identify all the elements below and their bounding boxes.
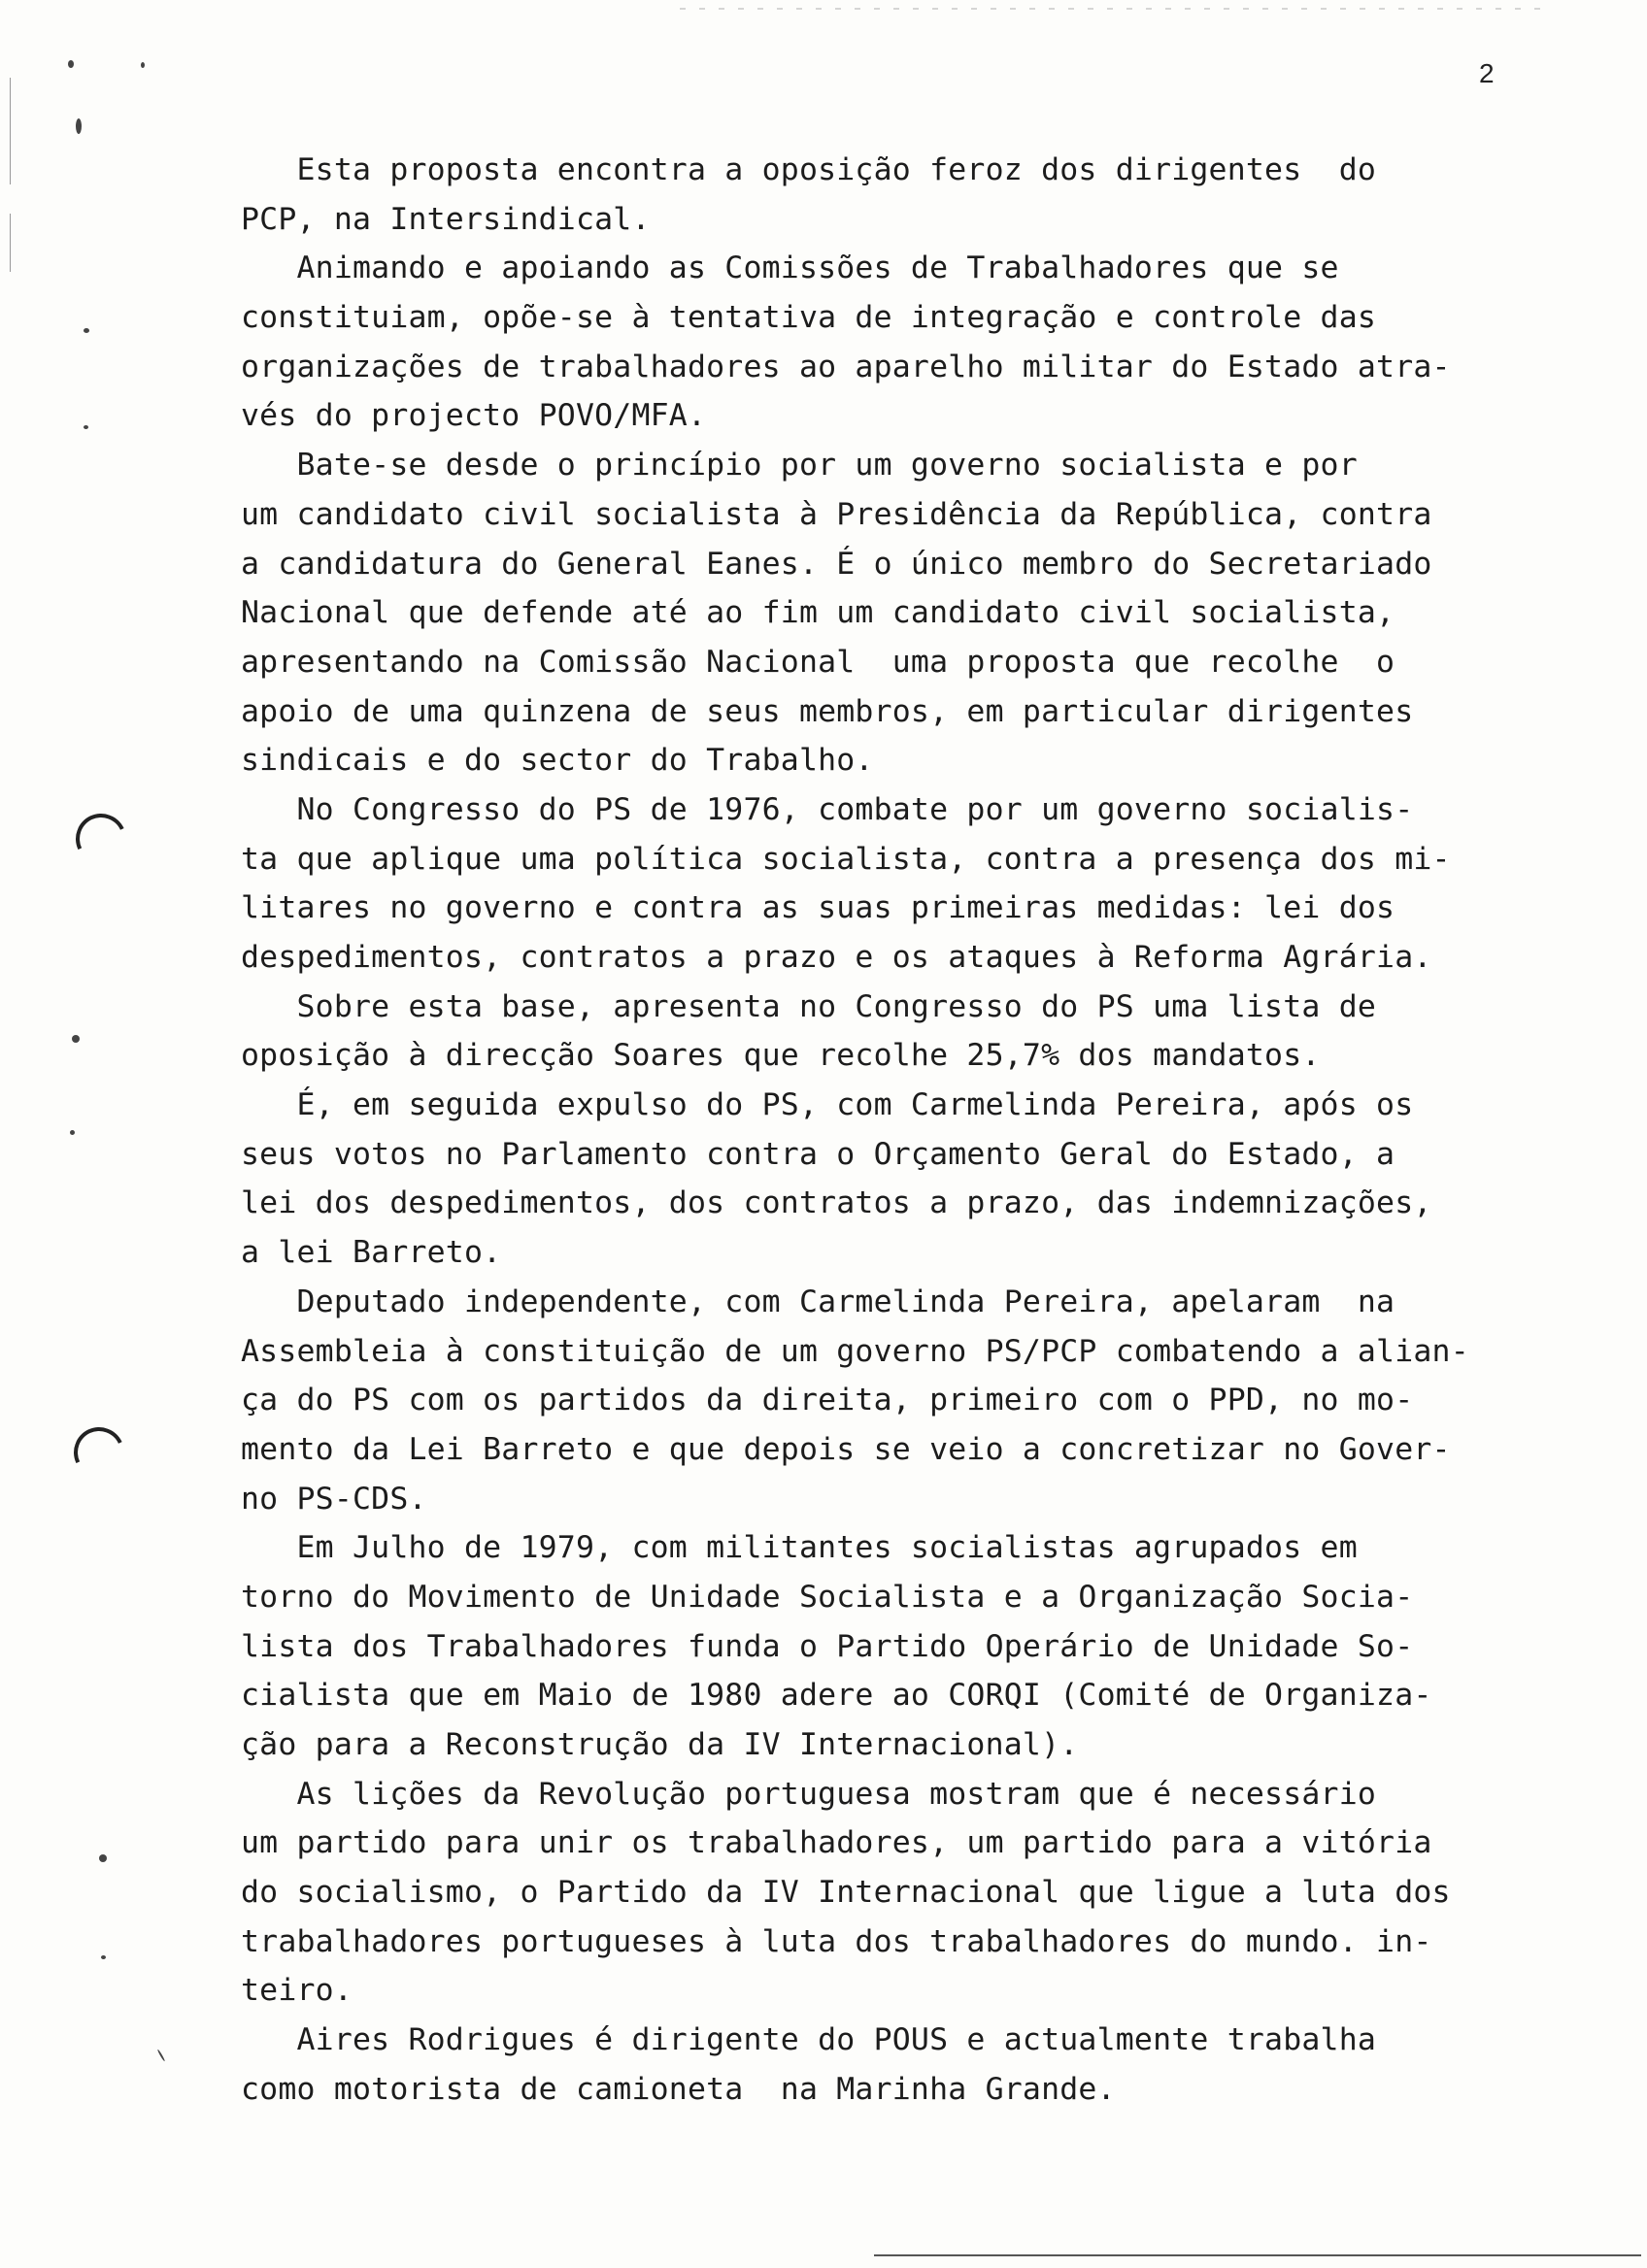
text-line: As lições da Revolução portuguesa mostram que é necessário [241, 1776, 1377, 1812]
text-line: apoio de uma quinzena de seus membros, em particular dirigentes [241, 693, 1414, 729]
text-line: um partido para unir os trabalhadores, um partido para a vitória [241, 1825, 1432, 1861]
scan-speck [157, 2049, 166, 2061]
text-line: lista dos Trabalhadores funda o Partido Operário de Unidade So- [241, 1628, 1414, 1664]
text-line: Nacional que defende até ao fim um candidato civil socialista, [241, 595, 1395, 631]
text-line: no PS-CDS. [241, 1481, 427, 1517]
text-line: a candidatura do General Eanes. É o único membro do Secretariado [241, 546, 1432, 582]
text-line: vés do projecto POVO/MFA. [241, 398, 707, 434]
text-line: seus votos no Parlamento contra o Orçamento Geral do Estado, a [241, 1136, 1395, 1172]
text-line: torno do Movimento de Unidade Socialista e a Organização Socia- [241, 1579, 1414, 1615]
text-line: Animando e apoiando as Comissões de Trabalhadores que se [241, 250, 1339, 286]
text-line: sindicais e do sector do Trabalho. [241, 743, 874, 779]
text-line: No Congresso do PS de 1976, combate por um governo socialis- [241, 791, 1414, 827]
text-line: mento da Lei Barreto e que depois se veio a concretizar no Gover- [241, 1431, 1451, 1467]
scan-noise [680, 8, 1554, 10]
text-line: organizações de trabalhadores ao aparelho militar do Estado atra- [241, 349, 1451, 384]
scan-bottom-edge [874, 2254, 1641, 2256]
scan-speck [84, 425, 88, 429]
text-line: despedimentos, contratos a prazo e os ataques à Reforma Agrária. [241, 940, 1432, 975]
text-line: oposição à direcção Soares que recolhe 25,7% dos mandatos. [241, 1038, 1321, 1074]
text-line: trabalhadores portugueses à luta dos trabalhadores do mundo. in- [241, 1923, 1432, 1959]
text-line: Esta proposta encontra a oposição feroz dos dirigentes do [241, 152, 1377, 187]
body-text [241, 146, 1532, 2115]
text-line: Assembleia à constituição de um governo PS/PCP combatendo a alian- [241, 1333, 1469, 1369]
scan-edge-line [10, 78, 11, 184]
scan-speck [72, 1035, 80, 1043]
page-number: 2 [1479, 58, 1495, 88]
text-line: Sobre esta base, apresenta no Congresso do PS uma lista de [241, 988, 1377, 1024]
scan-speck [68, 60, 74, 68]
text-line: ça do PS com os partidos da direita, primeiro com o PPD, no mo- [241, 1383, 1414, 1418]
scan-speck [99, 1854, 107, 1862]
text-line: um candidato civil socialista à Presidência da República, contra [241, 496, 1432, 532]
scan-edge-line [10, 214, 11, 272]
scan-speck [84, 328, 89, 333]
text-line: PCP, na Intersindical. [241, 201, 651, 237]
text-line: Aires Rodrigues é dirigente do POUS e actualmente trabalha [241, 2022, 1377, 2058]
text-line: litares no governo e contra as suas primeiras medidas: lei dos [241, 890, 1395, 926]
scan-speck [70, 1130, 75, 1135]
punch-hole-mark [69, 807, 134, 872]
text-line: ta que aplique uma política socialista, contra a presença dos mi- [241, 841, 1451, 877]
text-line: como motorista de camioneta na Marinha Grande. [241, 2071, 1116, 2107]
punch-hole-mark [67, 1420, 132, 1485]
text-line: do socialismo, o Partido da IV Internacional que ligue a luta dos [241, 1875, 1451, 1911]
text-line: apresentando na Comissão Nacional uma proposta que recolhe o [241, 644, 1395, 680]
text-line: constituiam, opõe-se à tentativa de integração e controle das [241, 300, 1377, 336]
text-line: Deputado independente, com Carmelinda Pereira, apelaram na [241, 1284, 1395, 1319]
text-line: Em Julho de 1979, com militantes socialistas agrupados em [241, 1530, 1358, 1566]
text-line: É, em seguida expulso do PS, com Carmelinda Pereira, após os [241, 1087, 1414, 1123]
text-line: ção para a Reconstrução da IV Internacional). [241, 1727, 1079, 1762]
scan-speck [141, 62, 145, 68]
text-line: cialista que em Maio de 1980 adere ao CORQI (Comité de Organiza- [241, 1678, 1432, 1714]
text-line: lei dos despedimentos, dos contratos a prazo, das indemnizações, [241, 1185, 1432, 1221]
text-line: a lei Barreto. [241, 1235, 502, 1271]
text-line: Bate-se desde o princípio por um governo socialista e por [241, 448, 1358, 484]
scan-speck [101, 1955, 106, 1959]
scan-speck [76, 118, 82, 134]
text-line: teiro. [241, 1973, 353, 2009]
